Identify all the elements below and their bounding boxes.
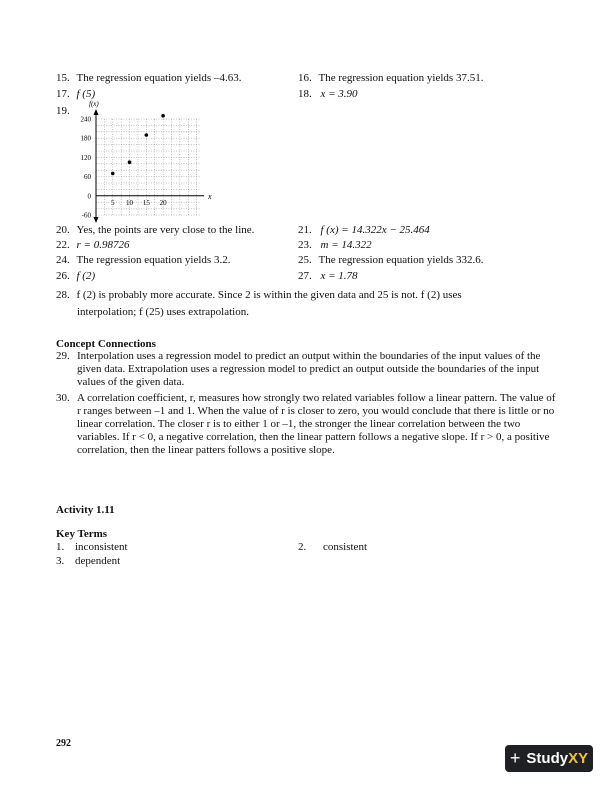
data-point [161, 114, 165, 118]
answer-text: x = 3.90 [320, 88, 358, 100]
answer-text: x = 1.78 [320, 270, 358, 282]
key-term-3 [56, 555, 120, 568]
answer-num: 26. [56, 270, 70, 282]
x-tick-label: 10 [126, 198, 134, 207]
concept-29 [56, 350, 556, 389]
key-term-text: consistent [323, 541, 367, 553]
activity-title: Activity 1.11 [56, 504, 115, 516]
answer-text: The regression equation yields –4.63. [76, 72, 242, 84]
key-term-text: inconsistent [75, 541, 128, 553]
key-term-2 [298, 541, 367, 554]
y-axis-arrow-down [94, 217, 99, 223]
answer-num: 15. [56, 72, 70, 84]
answer-18 [298, 88, 358, 101]
y-tick-label: -60 [81, 211, 91, 220]
page-number: 292 [56, 738, 71, 749]
answer-text-line1: f (2) is probably more accurate. Since 2 is within the given data and 25 is not. f (2) uses [76, 289, 462, 301]
scatter-plot [60, 100, 220, 221]
answer-num: 16. [298, 72, 312, 84]
answer-text-line2: interpolation; f (25) uses extrapolation. [77, 306, 249, 318]
answer-15 [56, 72, 241, 85]
answer-text: The regression equation yields 332.6. [318, 254, 484, 266]
x-tick-label: 5 [111, 198, 115, 207]
plus-icon: + [509, 748, 521, 768]
answer-text: m = 14.322 [320, 239, 372, 251]
concept-text: Interpolation uses a regression model to predict an output within the boundaries of the input values of the given data. Extrapolation uses a regression model to predict an output outside the boundaries of the input values of the given data. [77, 350, 541, 388]
answer-num: 25. [298, 254, 312, 266]
y-tick-label: 180 [80, 134, 91, 143]
brand-name-b: XY [568, 750, 589, 767]
answer-num: 18. [298, 88, 312, 100]
answer-text: f (2) [76, 270, 96, 282]
answer-16 [298, 72, 483, 85]
data-point [145, 133, 149, 137]
concept-num: 30. [56, 392, 70, 404]
answer-28 [56, 289, 462, 302]
chart-ticks [81, 116, 168, 220]
y-tick-label: 240 [80, 115, 91, 124]
answer-28-cont [77, 306, 249, 319]
key-terms-heading: Key Terms [56, 528, 108, 540]
studyxy-logo [505, 745, 593, 772]
answer-text: The regression equation yields 3.2. [76, 254, 231, 266]
x-axis-label: x [208, 191, 212, 201]
answer-20 [56, 224, 254, 237]
answer-text: f (x) = 14.322x − 25.464 [320, 224, 430, 236]
answer-num: 23. [298, 239, 312, 251]
answer-num: 21. [298, 224, 312, 236]
data-point [128, 160, 132, 164]
answer-text: Yes, the points are very close to the line. [76, 224, 255, 236]
brand-name-a: Study [526, 750, 569, 767]
y-axis-label: f(x) [89, 100, 99, 108]
answer-22 [56, 239, 129, 252]
answer-num: 27. [298, 270, 312, 282]
answer-num: 20. [56, 224, 70, 236]
answer-26 [56, 270, 95, 283]
concept-num: 29. [56, 350, 70, 362]
y-tick-label: 60 [84, 173, 91, 182]
answer-27 [298, 270, 358, 283]
answer-text: The regression equation yields 37.51. [318, 72, 484, 84]
answer-num: 22. [56, 239, 70, 251]
y-tick-label: 0 [87, 192, 91, 201]
answer-num: 19. [56, 105, 70, 117]
y-axis-arrow-up [94, 109, 99, 115]
answer-text: r = 0.98726 [76, 239, 130, 251]
answer-25 [298, 254, 483, 267]
answer-23 [298, 239, 372, 252]
key-term-text: dependent [75, 555, 121, 567]
answer-num: 17. [56, 88, 70, 100]
concept-heading: Concept Connections [56, 338, 156, 350]
key-term-1 [56, 541, 128, 554]
y-tick-label: 120 [80, 153, 91, 162]
answer-21 [298, 224, 430, 237]
answer-24 [56, 254, 230, 267]
concept-30 [56, 392, 556, 457]
answer-num: 28. [56, 289, 70, 301]
x-tick-label: 15 [142, 198, 150, 207]
concept-text: A correlation coefficient, r, measures how strongly two related variables follow a linear pattern. The value of r ranges between –1 and 1. When the value of r is closer to zero, you would conclude that there is little or no linear correlation. The closer r is to either 1 or –1, the stronger the linear correlation between the two variables. If r < 0, a negative correlation, then the linear pattern follows a negative slope. If r > 0, a positive correlation, then the linear patters follows a positive slope. [77, 392, 556, 456]
data-point [111, 172, 115, 176]
key-term-num: 1. [56, 541, 65, 553]
answer-text: f (5) [76, 88, 96, 100]
answer-num: 24. [56, 254, 70, 266]
x-tick-label: 20 [159, 198, 167, 207]
key-term-num: 3. [56, 555, 65, 567]
key-term-num: 2. [298, 541, 307, 553]
